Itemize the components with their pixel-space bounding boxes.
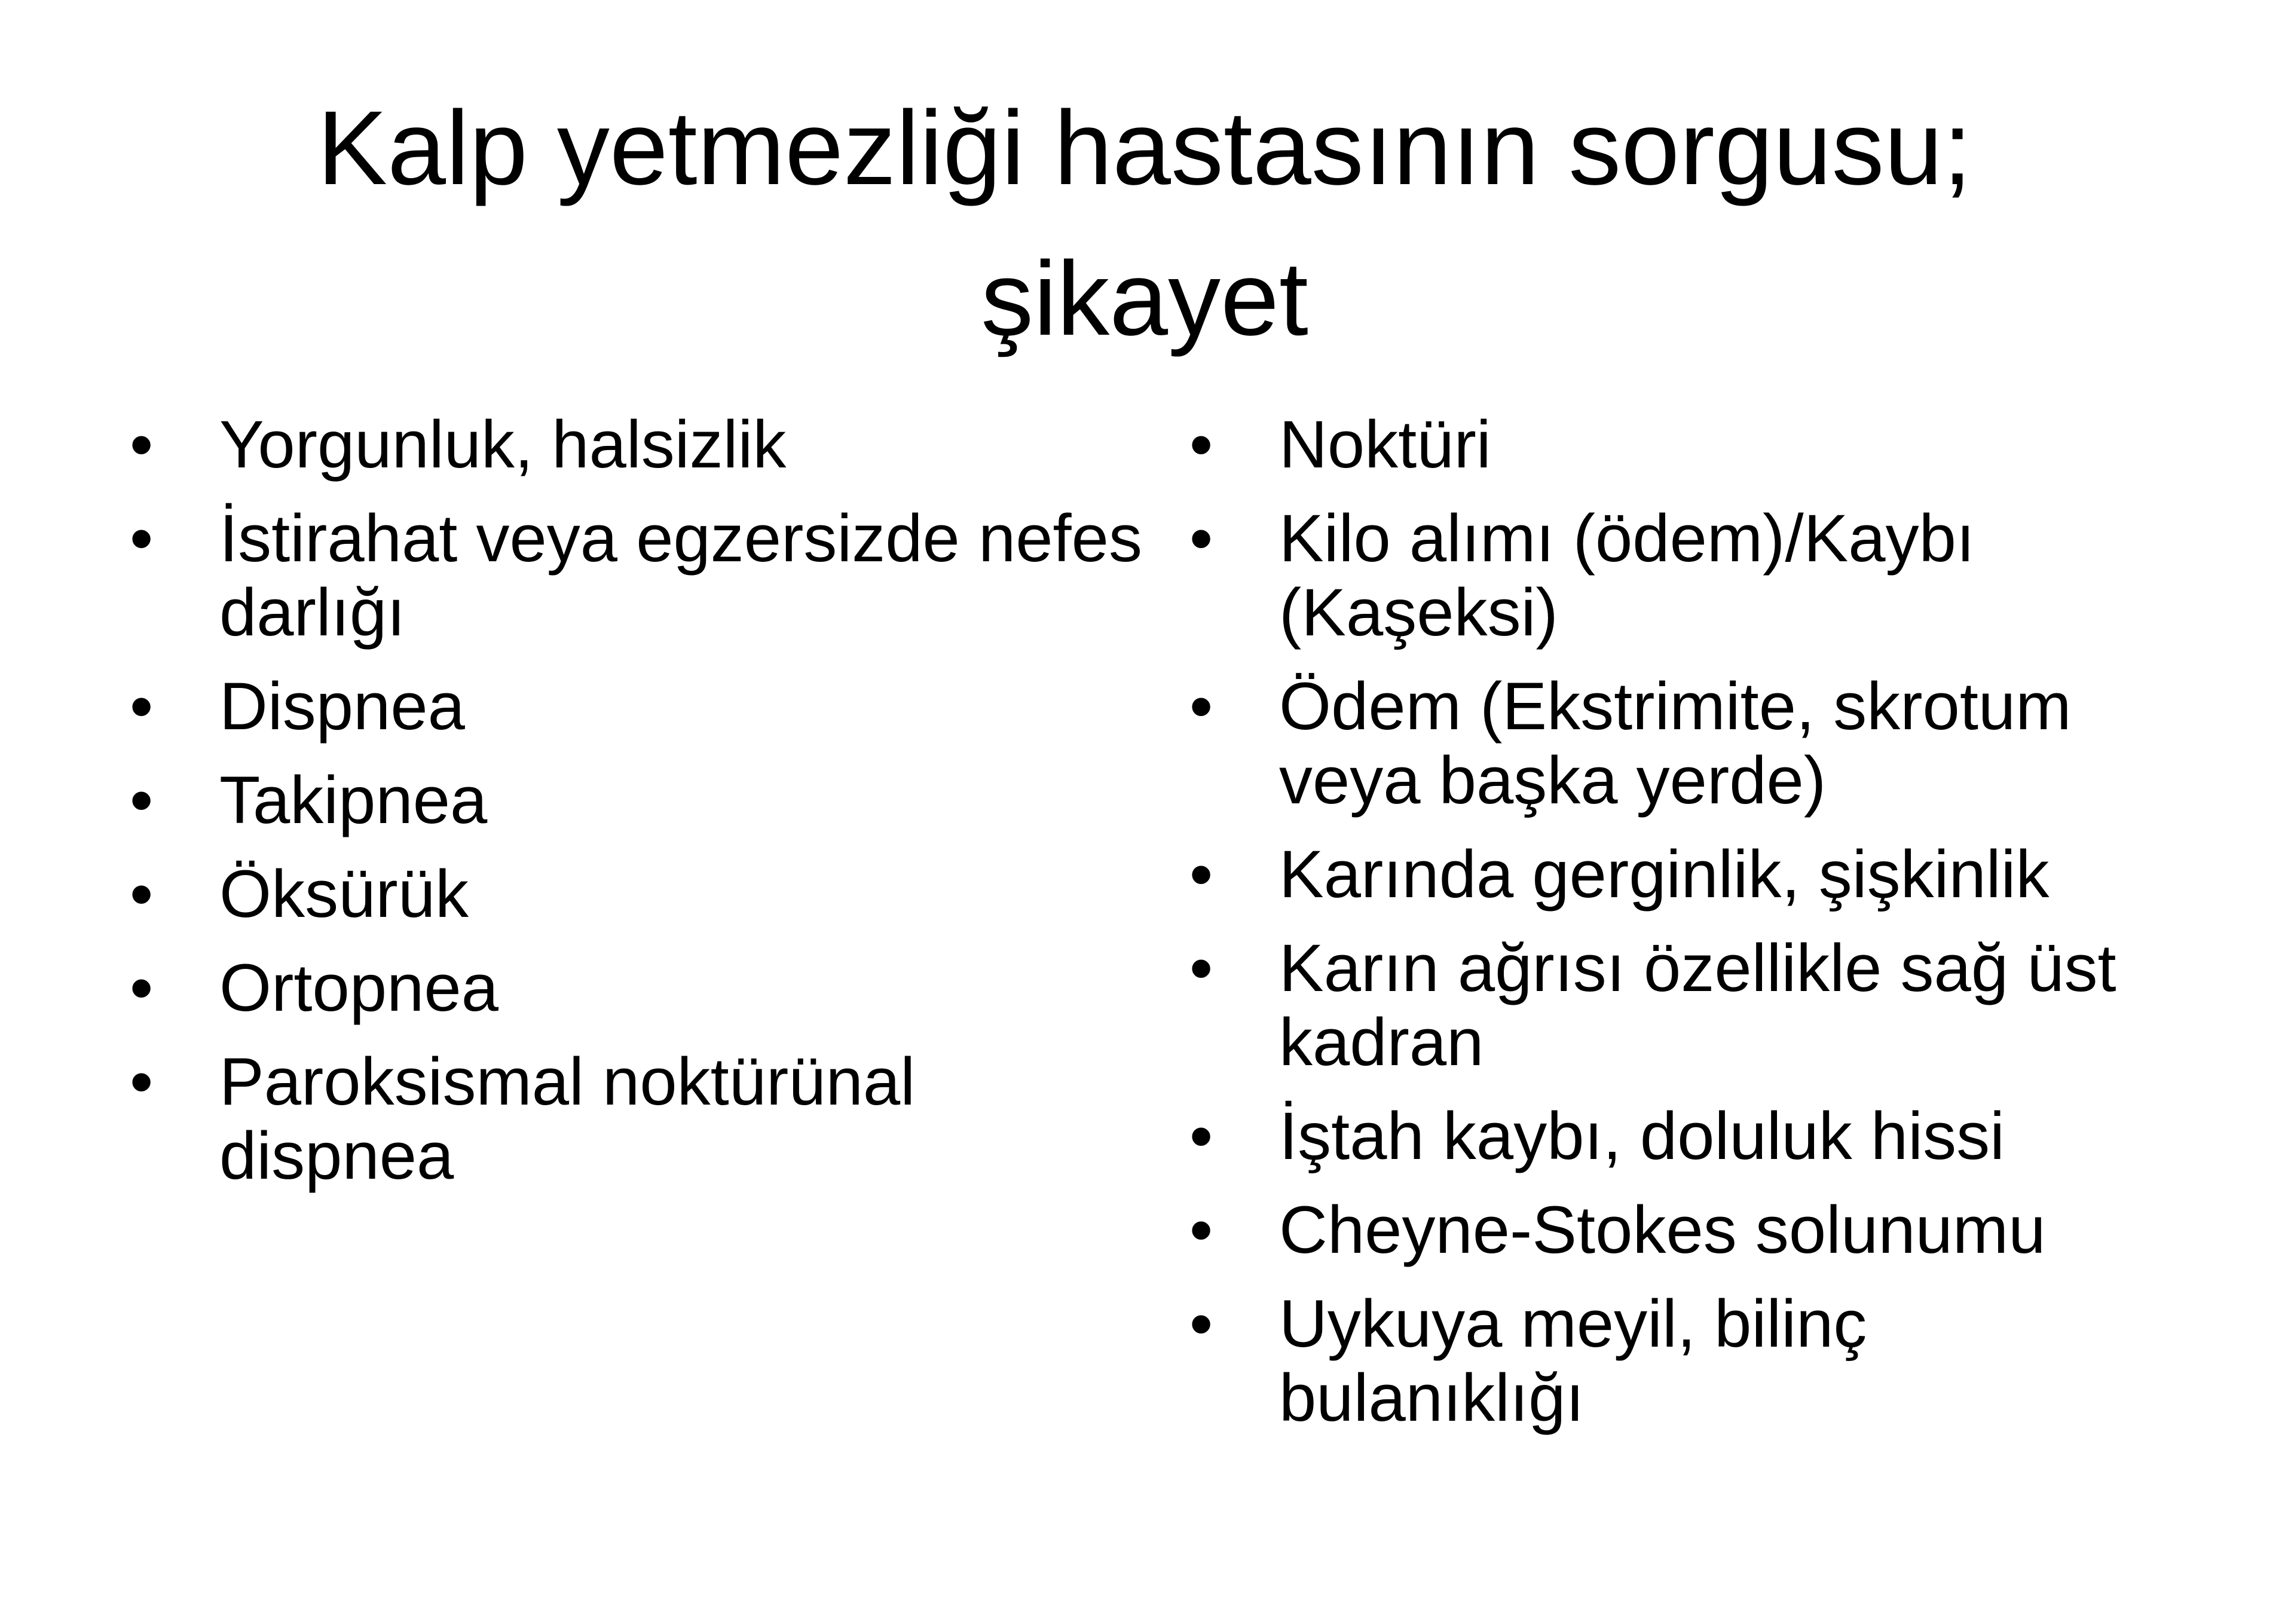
list-item-text: Paroksismal noktürünal dispnea <box>219 1044 916 1193</box>
list-item <box>130 763 1146 837</box>
list-item <box>1189 1099 2170 1173</box>
bullet-icon: • <box>130 950 154 1025</box>
list-item <box>1189 1193 2170 1267</box>
bullet-icon: • <box>130 1044 154 1119</box>
list-item-text: Noktüri <box>1279 407 1491 482</box>
list-item-text: Öksürük <box>219 857 469 931</box>
slide-title <box>114 73 2176 374</box>
list-item-text: Yorgunluk, halsizlik <box>219 407 787 482</box>
list-item <box>130 669 1146 744</box>
bullet-icon: • <box>1189 931 1213 1005</box>
list-item-text: Karında gerginlik, şişkinlik <box>1279 837 2050 912</box>
bullet-icon: • <box>1189 1099 1213 1173</box>
list-item-text: Cheyne-Stokes solunumu <box>1279 1192 2046 1267</box>
list-item <box>130 857 1146 931</box>
list-item <box>1189 837 2170 912</box>
bullet-icon: • <box>130 763 154 837</box>
list-item-text: Ortopnea <box>219 950 498 1025</box>
right-symptom-list <box>1189 408 2170 1455</box>
list-item <box>130 408 1146 482</box>
bullet-icon: • <box>1189 501 1213 576</box>
list-item <box>130 951 1146 1025</box>
bullet-icon: • <box>1189 669 1213 744</box>
bullet-icon: • <box>1189 1286 1213 1361</box>
list-item <box>1189 501 2170 650</box>
list-item <box>1189 931 2170 1079</box>
list-item-text: Ödem (Ekstrimite, skrotum veya başka yerde) <box>1279 669 2072 818</box>
list-item-text: Karın ağrısı özellikle sağ üst kadran <box>1279 931 2116 1079</box>
list-item <box>1189 1287 2170 1435</box>
list-item <box>1189 669 2170 818</box>
list-item-text: Dispnea <box>219 669 465 744</box>
slide-title-line-2: şikayet <box>981 240 1308 357</box>
bullet-icon: • <box>1189 837 1213 912</box>
bullet-icon: • <box>130 669 154 744</box>
list-item-text: Uykuya meyil, bilinç bulanıklığı <box>1279 1286 1867 1435</box>
bullet-icon: • <box>130 501 154 576</box>
list-item <box>130 1045 1146 1193</box>
list-item-text: İştah kaybı, doluluk hissi <box>1279 1099 2005 1173</box>
left-symptom-list <box>130 408 1146 1213</box>
list-item <box>130 501 1146 650</box>
bullet-icon: • <box>130 407 154 482</box>
list-item-text: İstirahat veya egzersizde nefes darlığı <box>219 501 1142 650</box>
bullet-icon: • <box>130 857 154 931</box>
bullet-icon: • <box>1189 1192 1213 1267</box>
slide-title-line-1: Kalp yetmezliği hastasının sorgusu; <box>317 90 1972 207</box>
bullet-icon: • <box>1189 407 1213 482</box>
list-item-text: Takipnea <box>219 763 488 837</box>
list-item-text: Kilo alımı (ödem)/Kaybı (Kaşeksi) <box>1279 501 1975 650</box>
list-item <box>1189 408 2170 482</box>
